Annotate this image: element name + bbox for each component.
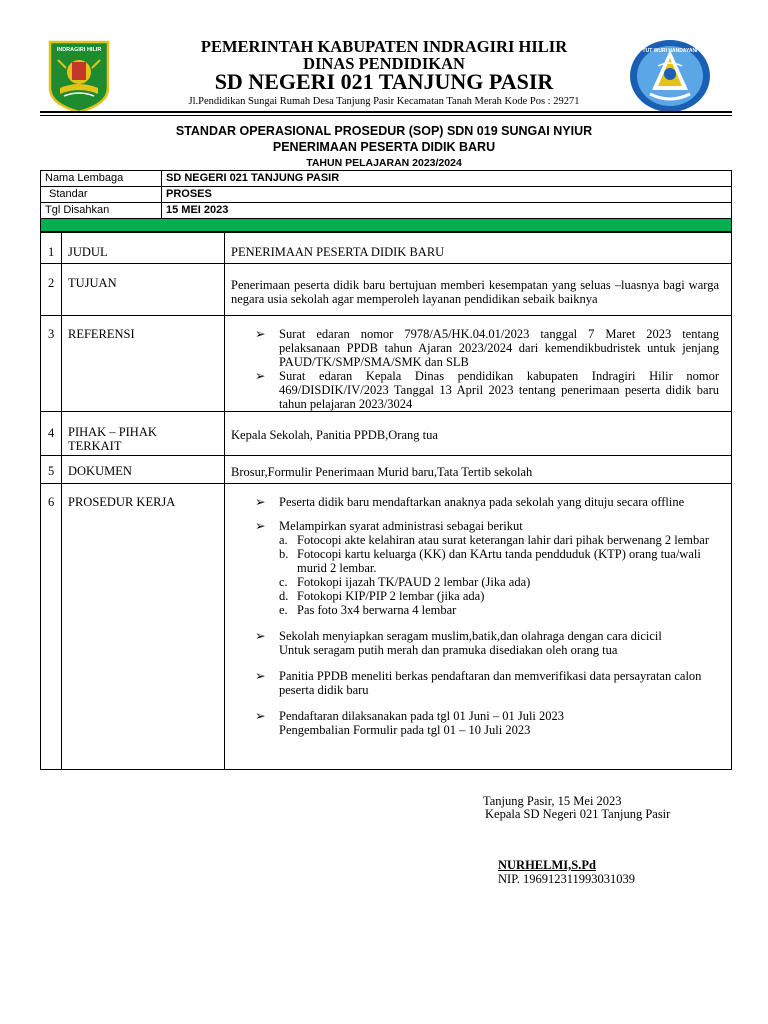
logo-text: INDRAGIRI HILIR — [56, 47, 102, 53]
header-department: DINAS PENDIDIKAN — [303, 54, 465, 73]
sub-item — [279, 603, 719, 617]
sub-item — [279, 575, 719, 589]
row-number: 6 — [48, 495, 55, 509]
list-item — [255, 669, 719, 697]
list-item — [255, 327, 719, 369]
sub-item-text: Fotokopi ijazah TK/PAUD 2 lembar (Jika ada) — [297, 575, 531, 589]
info-key: Tgl Disahkan — [41, 203, 162, 219]
arrow-bullet-icon: ➢ — [255, 327, 266, 341]
signature-position: Kepala SD Negeri 021 Tanjung Pasir — [485, 807, 671, 821]
list-item-text: Pengembalian Formulir pada tgl 01 – 10 Juli 2023 — [279, 723, 531, 737]
info-row — [41, 171, 732, 187]
sub-item-text: Pas foto 3x4 berwarna 4 lembar — [297, 603, 457, 617]
row-label: PROSEDUR KERJA — [68, 495, 176, 509]
column-divider — [224, 233, 225, 769]
row-divider — [41, 483, 731, 484]
info-value: PROSES — [162, 187, 732, 203]
arrow-bullet-icon: ➢ — [255, 495, 266, 509]
arrow-bullet-icon: ➢ — [255, 519, 266, 533]
sub-item — [279, 533, 719, 547]
sop-title: STANDAR OPERASIONAL PROSEDUR (SOP) SDN 019 SUNGAI NYIUR — [175, 124, 593, 138]
info-row — [41, 187, 732, 203]
signature-nip: NIP. 196912311993031039 — [498, 872, 636, 886]
row-label: REFERENSI — [68, 327, 135, 341]
list-item — [255, 369, 719, 411]
row-number: 4 — [48, 426, 55, 440]
list-item — [255, 519, 719, 533]
sub-item-letter: e. — [279, 603, 288, 617]
arrow-bullet-icon: ➢ — [255, 369, 266, 383]
sop-table — [40, 232, 732, 770]
row-divider — [41, 315, 731, 316]
row-label: JUDUL — [68, 245, 108, 259]
arrow-bullet-icon: ➢ — [255, 669, 266, 683]
list-item-text: Peserta didik baru mendaftarkan anaknya pada sekolah yang dituju secara offline — [279, 495, 685, 509]
sub-item-text: Fotokopi KIP/PIP 2 lembar (jika ada) — [297, 589, 485, 603]
row-number: 1 — [48, 245, 55, 259]
green-separator — [40, 218, 732, 232]
row-divider — [41, 455, 731, 456]
sub-item-text: Fotocopi akte kelahiran atau surat keterangan lahir dari pihak berwenang 2 lembar — [297, 533, 709, 547]
arrow-bullet-icon: ➢ — [255, 629, 266, 643]
list-item — [255, 629, 719, 657]
sub-item — [279, 547, 719, 575]
list-item-text: Pendaftaran dilaksanakan pada tgl 01 Juni – 01 Juli 2023 — [279, 709, 565, 723]
logo-motto: TUT WURI HANDAYANI — [642, 48, 698, 54]
row-label: PIHAK – PIHAK TERKAIT — [68, 425, 157, 453]
row-number: 3 — [48, 327, 55, 341]
row-content: Brosur,Formulir Penerimaan Murid baru,Tata Tertib sekolah — [231, 465, 533, 479]
row-number: 2 — [48, 276, 55, 290]
list-item-text: Panitia PPDB meneliti berkas pendaftaran dan memverifikasi data persayratan calon peserta didik baru — [279, 669, 702, 697]
row-divider — [41, 263, 731, 264]
header-school-name: SD NEGERI 021 TANJUNG PASIR — [214, 69, 554, 94]
procedure-list — [255, 495, 719, 737]
info-value: 15 MEI 2023 — [162, 203, 732, 219]
sub-item-letter: a. — [279, 533, 288, 547]
row-content: PENERIMAAN PESERTA DIDIK BARU — [231, 245, 445, 259]
reference-list — [255, 327, 719, 411]
info-key: Nama Lembaga — [41, 171, 162, 187]
sop-year: TAHUN PELAJARAN 2023/2024 — [306, 157, 462, 169]
sub-item-letter: b. — [279, 547, 289, 561]
row-number: 5 — [48, 464, 55, 478]
signature-place-date: Tanjung Pasir, 15 Mei 2023 — [483, 794, 622, 808]
sub-item-letter: c. — [279, 575, 288, 589]
arrow-bullet-icon: ➢ — [255, 709, 266, 723]
signature-name: NURHELMI,S.Pd — [498, 858, 596, 872]
info-key: Standar — [41, 187, 162, 203]
sop-subtitle: PENERIMAAN PESERTA DIDIK BARU — [272, 140, 496, 154]
list-item-text: Surat edaran Kepala Dinas pendidikan kabupaten Indragiri Hilir nomor 469/DISDIK/IV/2023 Tanggal 13 April 2023 tentang penerimaan peserta didik baru tahun pelajaran 2023/3024 — [279, 369, 719, 411]
sub-item-text: Fotocopi kartu keluarga (KK) dan KArtu tanda pendduduk (KTP) orang tua/wali murid 2 lembar. — [297, 547, 701, 575]
header-address: Jl.Pendidikan Sungai Rumah Desa Tanjung Pasir Kecamatan Tanah Merah Kode Pos : 29271 — [188, 96, 580, 107]
list-item-text: Untuk seragam putih merah dan pramuka disediakan oleh orang tua — [279, 643, 618, 657]
row-label: DOKUMEN — [68, 464, 132, 478]
row-divider — [41, 411, 731, 412]
row-content: Kepala Sekolah, Panitia PPDB,Orang tua — [231, 428, 438, 442]
info-value: SD NEGERI 021 TANJUNG PASIR — [162, 171, 732, 187]
list-item-text: Surat edaran nomor 7978/A5/HK.04.01/2023 tanggal 7 Maret 2023 tentang pelaksanaan PPDB tahun Ajaran 2023/2024 dari kemendikbudristek untuk jenjang PAUD/TK/SMP/SMA/SMK dan SLB — [279, 327, 719, 369]
row-content: Penerimaan peserta didik baru bertujuan memberi kesempatan yang seluas –luasnya bagi warga negara usia sekolah agar memperoleh layanan pendidikan sebaik baiknya — [231, 278, 719, 306]
info-row — [41, 203, 732, 219]
header-rule-thin — [40, 115, 732, 116]
list-item — [255, 495, 719, 509]
row-label: TUJUAN — [68, 276, 117, 290]
list-item-text: Melampirkan syarat administrasi sebagai berikut — [279, 519, 523, 533]
list-item-text: Sekolah menyiapkan seragam muslim,batik,dan olahraga dengan cara dicicil — [279, 629, 662, 643]
column-divider — [61, 233, 62, 769]
header-rule-thick — [40, 111, 732, 113]
sub-item — [279, 589, 719, 603]
list-item — [255, 709, 719, 737]
sub-item-letter: d. — [279, 589, 289, 603]
header-government: PEMERINTAH KABUPATEN INDRAGIRI HILIR — [200, 37, 568, 56]
info-table — [40, 170, 732, 219]
